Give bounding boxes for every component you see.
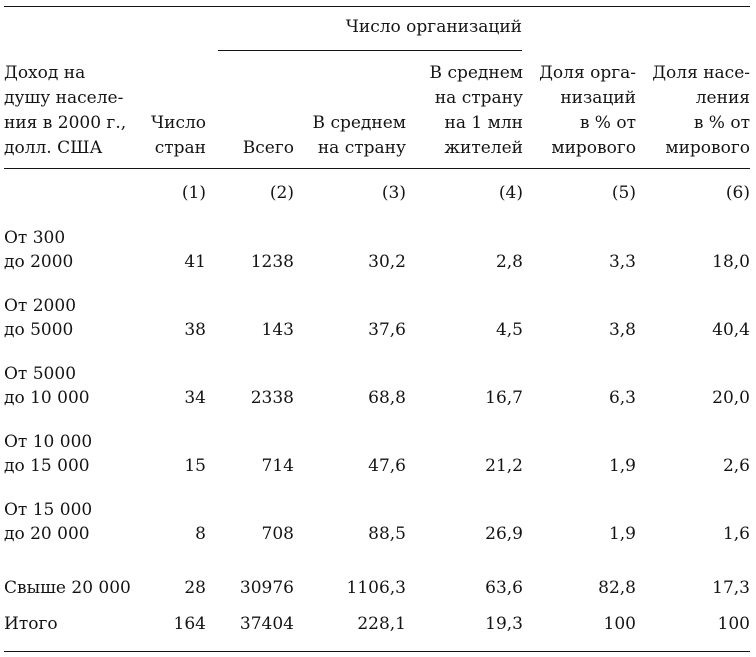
row-label: От 5000 [4, 364, 77, 384]
header-avg-million-line: на 1 млн [444, 113, 523, 133]
table-cell: 28 [184, 578, 206, 598]
column-number: (2) [269, 183, 294, 203]
row-label: От 300 [4, 228, 66, 248]
header-rule [4, 168, 750, 169]
table-cell: 37404 [239, 614, 294, 634]
header-org-share-line: мирового [551, 138, 636, 158]
table-cell: 4,5 [495, 320, 523, 340]
header-org-share-line: Доля орга- [539, 63, 636, 83]
header-avg-million-line: жителей [444, 138, 523, 158]
header-avg-country-line: на страну [317, 138, 406, 158]
table-cell: 6,3 [608, 388, 636, 408]
header-income-line: душу населе- [4, 88, 124, 108]
table-cell: 18,0 [712, 252, 750, 272]
table-cell: 37,6 [368, 320, 406, 340]
table-cell: 34 [184, 388, 206, 408]
table-cell: 228,1 [357, 614, 406, 634]
table-cell: 1106,3 [346, 578, 406, 598]
table-cell: 30,2 [368, 252, 406, 272]
row-label: От 2000 [4, 296, 77, 316]
table-cell: 82,8 [598, 578, 636, 598]
header-pop-share-line: Доля насе- [652, 63, 750, 83]
table-cell: 2,6 [722, 456, 750, 476]
header-total-line: Всего [242, 138, 294, 158]
table-cell: 26,9 [485, 524, 523, 544]
header-pop-share-line: ления [695, 88, 750, 108]
table-cell: 15 [184, 456, 206, 476]
table-cell: 1,6 [722, 524, 750, 544]
table-cell: 16,7 [485, 388, 523, 408]
header-income-line: Доход на [4, 63, 86, 83]
table-top-rule [4, 6, 750, 7]
header-pop-share-line: мирового [665, 138, 750, 158]
table-cell: 40,4 [712, 320, 750, 340]
table-cell: 143 [261, 320, 294, 340]
header-countries-line: Число [150, 113, 206, 133]
row-label: От 10 000 [4, 432, 93, 452]
table-cell: 1,9 [608, 456, 636, 476]
column-number: (3) [381, 183, 406, 203]
row-label: Свыше 20 000 [4, 578, 131, 598]
row-label: Итого [4, 614, 58, 634]
row-label: От 15 000 [4, 500, 93, 520]
row-label: до 15 000 [4, 456, 90, 476]
table-cell: 714 [261, 456, 294, 476]
group-header-rule [218, 50, 522, 51]
table-cell: 19,3 [485, 614, 523, 634]
row-label: до 20 000 [4, 524, 90, 544]
table-bottom-rule [4, 651, 750, 652]
table-cell: 8 [195, 524, 206, 544]
header-org-share-line: в % от [579, 113, 636, 133]
table-cell: 38 [184, 320, 206, 340]
column-number: (6) [725, 183, 750, 203]
table-cell: 100 [717, 614, 750, 634]
table-cell: 30976 [239, 578, 294, 598]
table-cell: 708 [261, 524, 294, 544]
table-cell: 3,8 [608, 320, 636, 340]
group-header: Число организаций [345, 17, 522, 37]
column-number: (4) [498, 183, 523, 203]
header-org-share-line: низаций [560, 88, 636, 108]
row-label: до 10 000 [4, 388, 90, 408]
table-cell: 21,2 [485, 456, 523, 476]
header-avg-country-line: В среднем [312, 113, 406, 133]
table-cell: 17,3 [712, 578, 750, 598]
table-cell: 1238 [250, 252, 294, 272]
table-cell: 3,3 [608, 252, 636, 272]
header-income-line: долл. США [4, 138, 103, 158]
table-cell: 1,9 [608, 524, 636, 544]
header-pop-share-line: в % от [693, 113, 750, 133]
header-countries-line: стран [154, 138, 206, 158]
table-cell: 20,0 [712, 388, 750, 408]
table-cell: 2,8 [495, 252, 523, 272]
header-income-line: ния в 2000 г., [4, 113, 127, 133]
column-number: (5) [611, 183, 636, 203]
table-cell: 41 [184, 252, 206, 272]
table-cell: 63,6 [485, 578, 523, 598]
row-label: до 2000 [4, 252, 74, 272]
table-cell: 68,8 [368, 388, 406, 408]
header-avg-million-line: на страну [434, 88, 523, 108]
row-label: до 5000 [4, 320, 74, 340]
table-cell: 2338 [250, 388, 294, 408]
table-cell: 100 [603, 614, 636, 634]
column-number: (1) [181, 183, 206, 203]
header-avg-million-line: В среднем [429, 63, 523, 83]
table-cell: 88,5 [368, 524, 406, 544]
table-cell: 164 [173, 614, 206, 634]
table-cell: 47,6 [368, 456, 406, 476]
